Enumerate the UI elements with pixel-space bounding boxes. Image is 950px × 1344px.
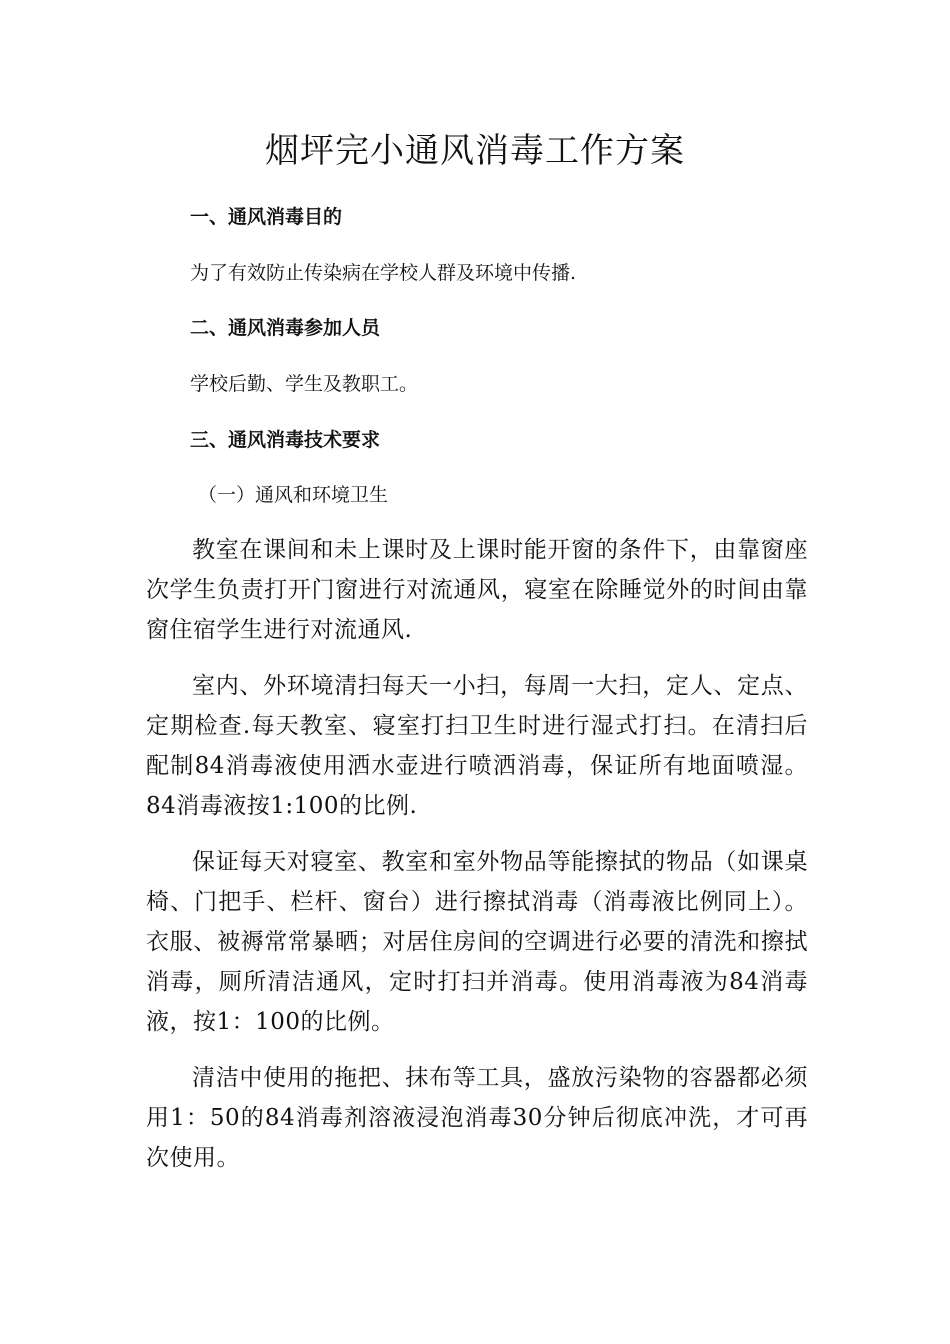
section-text-purpose: 为了有效防止传染病在学校人群及环境中传播. [190, 262, 577, 284]
paragraph-wiping-disinfection: 保证每天对寝室、教室和室外物品等能擦拭的物品（如课桌椅、门把手、栏杆、窗台）进行擦拭消毒（消毒液比例同上）。衣服、被褥常常暴晒；对居住房间的空调进行必要的清洗和擦拭消毒，厕所清洁通风，定时打扫并消毒。使用消毒液为84消毒液，按1：100的比例。 [146, 849, 808, 1035]
section-heading-purpose: 一、通风消毒目的 [190, 206, 343, 228]
section-heading-participants: 二、通风消毒参加人员 [190, 317, 381, 339]
paragraph-classroom-ventilation: 教室在课间和未上课时及上课时能开窗的条件下，由靠窗座次学生负责打开门窗进行对流通风，寝室在除睡觉外的时间由靠窗住宿学生进行对流通风. [146, 537, 808, 643]
paragraph-cleaning: 室内、外环境清扫每天一小扫，每周一大扫，定人、定点、定期检查.每天教室、寝室打扫卫生时进行湿式打扫。在清扫后配制84消毒液使用洒水壶进行喷洒消毒，保证所有地面喷湿。84消毒液按1:100的比例. [146, 673, 808, 819]
paragraph-tool-disinfection: 清洁中使用的拖把、抹布等工具，盛放污染物的容器都必须用1：50的84消毒剂溶液浸泡消毒30分钟后彻底冲洗，才可再次使用。 [146, 1065, 808, 1171]
document-title: 烟坪完小通风消毒工作方案 [265, 131, 685, 171]
section-heading-requirements: 三、通风消毒技术要求 [190, 429, 381, 451]
section-text-participants: 学校后勤、学生及教职工。 [190, 373, 419, 395]
subsection-heading-ventilation: （一）通风和环境卫生 [198, 484, 389, 506]
